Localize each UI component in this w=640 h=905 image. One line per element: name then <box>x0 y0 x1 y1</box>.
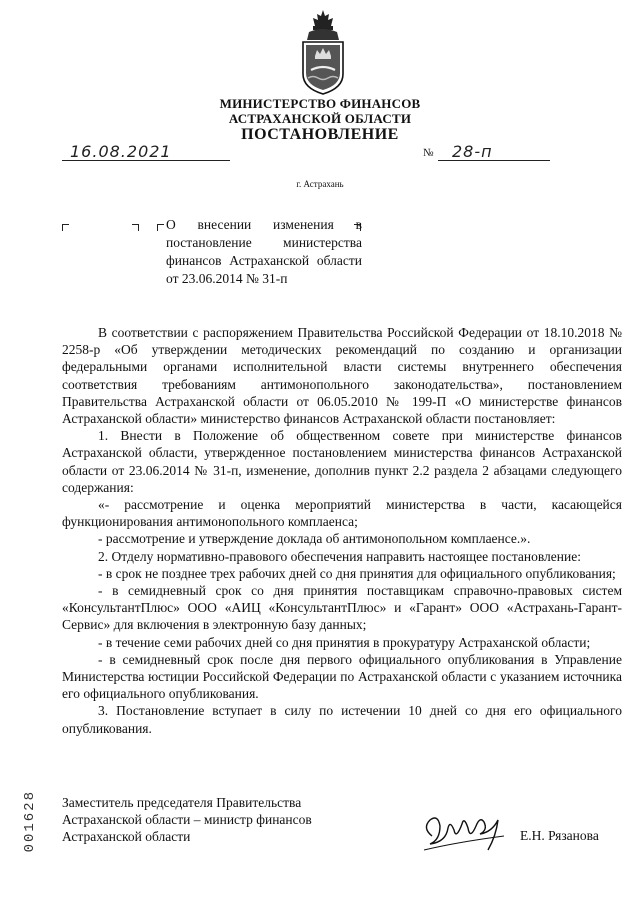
body-paragraph: - в срок не позднее трех рабочих дней со дня принятия для официального опубликования; <box>98 565 616 581</box>
subject-bracket-left <box>157 224 164 231</box>
body-paragraph: - в течение семи рабочих дней со дня принятия в прокуратуру Астраханской области; <box>98 634 591 650</box>
number-underline <box>438 160 550 161</box>
body-paragraph: 2. Отделу нормативно-правового обеспечения направить настоящее постановление: <box>98 548 581 564</box>
bracket-top-right <box>132 224 139 231</box>
document-subject: О внесении изменения в постановление министерства финансов Астраханской области от 23.06.2014 № 31-п <box>166 217 362 286</box>
document-type-title: ПОСТАНОВЛЕНИЕ <box>241 126 399 143</box>
ministry-name-line2: АСТРАХАНСКОЙ ОБЛАСТИ <box>228 111 412 126</box>
body-paragraph: - в семидневный срок со дня принятия поставщикам справочно-правовых систем «КонсультантПлюс» ООО «АИЦ «КонсультантПлюс» и «Гарант» ООО «Астрахань-Гарант-Сервис» для включения в электронную базу данных; <box>62 583 622 633</box>
body-paragraph: 3. Постановление вступает в силу по истечении 10 дней со дня его официального опубликования. <box>62 703 622 736</box>
signatory-title-line1: Заместитель председателя Правительства <box>62 795 302 810</box>
date-underline <box>62 160 230 161</box>
ministry-name-line1: МИНИСТЕРСТВО ФИНАНСОВ <box>219 96 421 111</box>
document-body <box>62 324 622 737</box>
signatory-title-line3: Астраханской области <box>62 829 191 844</box>
body-paragraph: - рассмотрение и утверждение доклада об антимонопольном комплаенсе.». <box>98 531 531 547</box>
handwritten-signature-icon <box>418 806 510 858</box>
signatory-title-line2: Астраханской области – министр финансов <box>62 812 312 827</box>
bracket-top-left <box>62 224 69 231</box>
city-label: г. Астрахань <box>296 179 344 189</box>
body-paragraph: «- рассмотрение и оценка мероприятий министерства в части, касающейся функционирования антимонопольного комплаенса; <box>62 497 622 530</box>
signatory-title <box>62 794 312 845</box>
body-paragraph: - в семидневный срок после дня первого официального опубликования в Управление Министерства юстиции Российской Федерации по Астраханской области с указанием источника его официального опубликования. <box>62 651 622 702</box>
body-paragraph: В соответствии с распоряжением Правительства Российской Федерации от 18.10.2018 № 2258-р «Об утверждении методических рекомендаций по созданию и организации федеральными органами исполнительной власти системы внутреннего обеспечения соответствия требованиям антимонопольного законодательства», постановлением Правительства Астраханской области от 06.05.2010 № 199-П «О министерстве финансов Астраханской области» министерство финансов Астраханской области постановляет: <box>62 325 622 427</box>
body-paragraph: 1. Внести в Положение об общественном совете при министерстве финансов Астраханской области, утвержденное постановлением министерства финансов Астраханской области от 23.06.2014 № 31-п, изменение, дополнив пункт 2.2 раздела 2 абзацами следующего содержания: <box>62 428 622 495</box>
signatory-name: Е.Н. Рязанова <box>520 828 599 843</box>
number-sign: № <box>423 147 434 159</box>
side-serial-code: 001628 <box>22 790 38 853</box>
handwritten-number: 28-п <box>452 142 493 161</box>
astrakhan-coat-of-arms-icon <box>295 8 351 96</box>
handwritten-date: 16.08.2021 <box>70 142 172 161</box>
